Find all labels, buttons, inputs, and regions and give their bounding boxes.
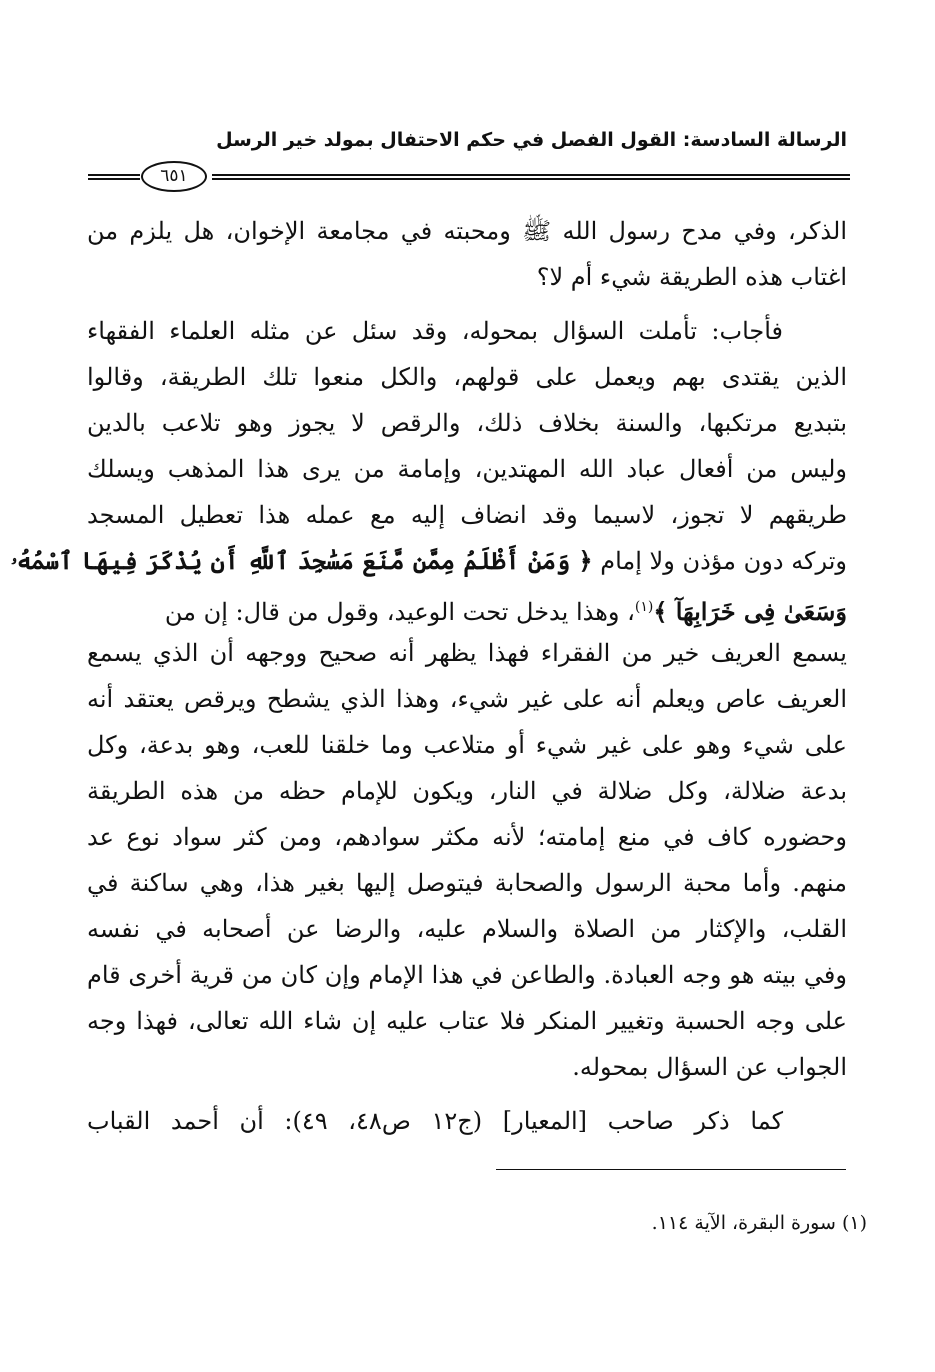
text-line <box>10 538 847 584</box>
text-line: يسمع العريف خير من الفقراء فهذا يظهر أنه صحيح ووجهه أن الذي يسمع <box>87 639 847 667</box>
footnote: (١) سورة البقرة، الآية ١١٤. <box>651 1212 867 1234</box>
text-line: اغتاب هذه الطريقة شيء أم لا؟ <box>536 263 847 291</box>
header-rule-left <box>88 174 140 180</box>
text-line <box>87 584 847 630</box>
footnote-separator <box>496 1169 846 1170</box>
quran-verse: ﴿ وَمَنْ أَظْلَمُ مِمَّن مَّنَعَ مَسَٰجِدَ ٱللَّهِ أَن يُذْكَرَ فِيهَا ٱسْمُهُۥ <box>10 546 593 575</box>
text-line: كما ذكر صاحب [المعيار] (ج١٢ ص٤٨، ٤٩): أن أحمد القباب <box>87 1107 783 1135</box>
text-line: بتبديع مرتكبها، والسنة بخلاف ذلك، والرقص لا يجوز وهو تلاعب بالدين <box>87 409 847 437</box>
text-span: ، وهذا يدخل تحت الوعيد، وقول من قال: إن من <box>164 598 635 626</box>
text-line: طريقهم لا تجوز، لاسيما وقد انضاف إليه مع عمله هذا تعطيل المسجد <box>87 501 847 529</box>
text-span: وتركه دون مؤذن ولا إمام <box>600 547 847 575</box>
text-line: القلب، والإكثار من الصلاة والسلام عليه، والرضا عن أصحابه في نفسه <box>87 915 847 943</box>
text-line: منهم. وأما محبة الرسول والصحابة فيتوصل إليها بغير هذا، وهي ساكنة في <box>87 869 847 897</box>
text-line: على شيء وهو على غير شيء أو متلاعب وما خلقنا للعب، وهو بدعة، وكل <box>87 731 847 759</box>
running-header: الرسالة السادسة: القول الفصل في حكم الاحتفال بمولد خير الرسل <box>216 129 847 151</box>
main-text <box>10 208 847 1144</box>
header-rule-right <box>212 174 850 180</box>
text-line: وليس من أفعال عباد الله المهتدين، وإمامة من يرى هذا المذهب ويسلك <box>87 455 847 483</box>
page-number: ٦٥١ <box>141 161 207 192</box>
text-line: فأجاب: تأملت السؤال بمحوله، وقد سئل عن مثله العلماء الفقهاء <box>87 317 783 345</box>
text-line: وحضوره كاف في منع إمامته؛ لأنه مكثر سوادهم، ومن كثر سواد نوع عد <box>87 823 847 851</box>
text-line: الذين يقتدى بهم ويعمل على قولهم، والكل منعوا تلك الطريقة، وقالوا <box>87 363 847 391</box>
text-line: وفي بيته هو وجه العبادة. والطاعن في هذا الإمام وإن كان من قرية أخرى قام <box>87 961 847 989</box>
quran-verse: وَسَعَىٰ فِى خَرَابِهَآ ﴾ <box>653 597 847 626</box>
footnote-marker: (١) <box>634 599 654 615</box>
text-line: بدعة ضلالة، وكل ضلالة في النار، ويكون للإمام حظه من هذه الطريقة <box>87 777 847 805</box>
text-line: على وجه الحسبة وتغيير المنكر فلا عتاب عليه إن شاء الله تعالى، فهذا وجه <box>87 1007 847 1035</box>
text-line: العريف عاص ويعلم أنه على غير شيء، وهذا الذي يشطح ويرقص يعتقد أنه <box>87 685 847 713</box>
text-line: الذكر، وفي مدح رسول الله ﷺ ومحبته في مجامعة الإخوان، هل يلزم من <box>87 217 847 245</box>
text-line: الجواب عن السؤال بمحوله. <box>572 1053 847 1081</box>
